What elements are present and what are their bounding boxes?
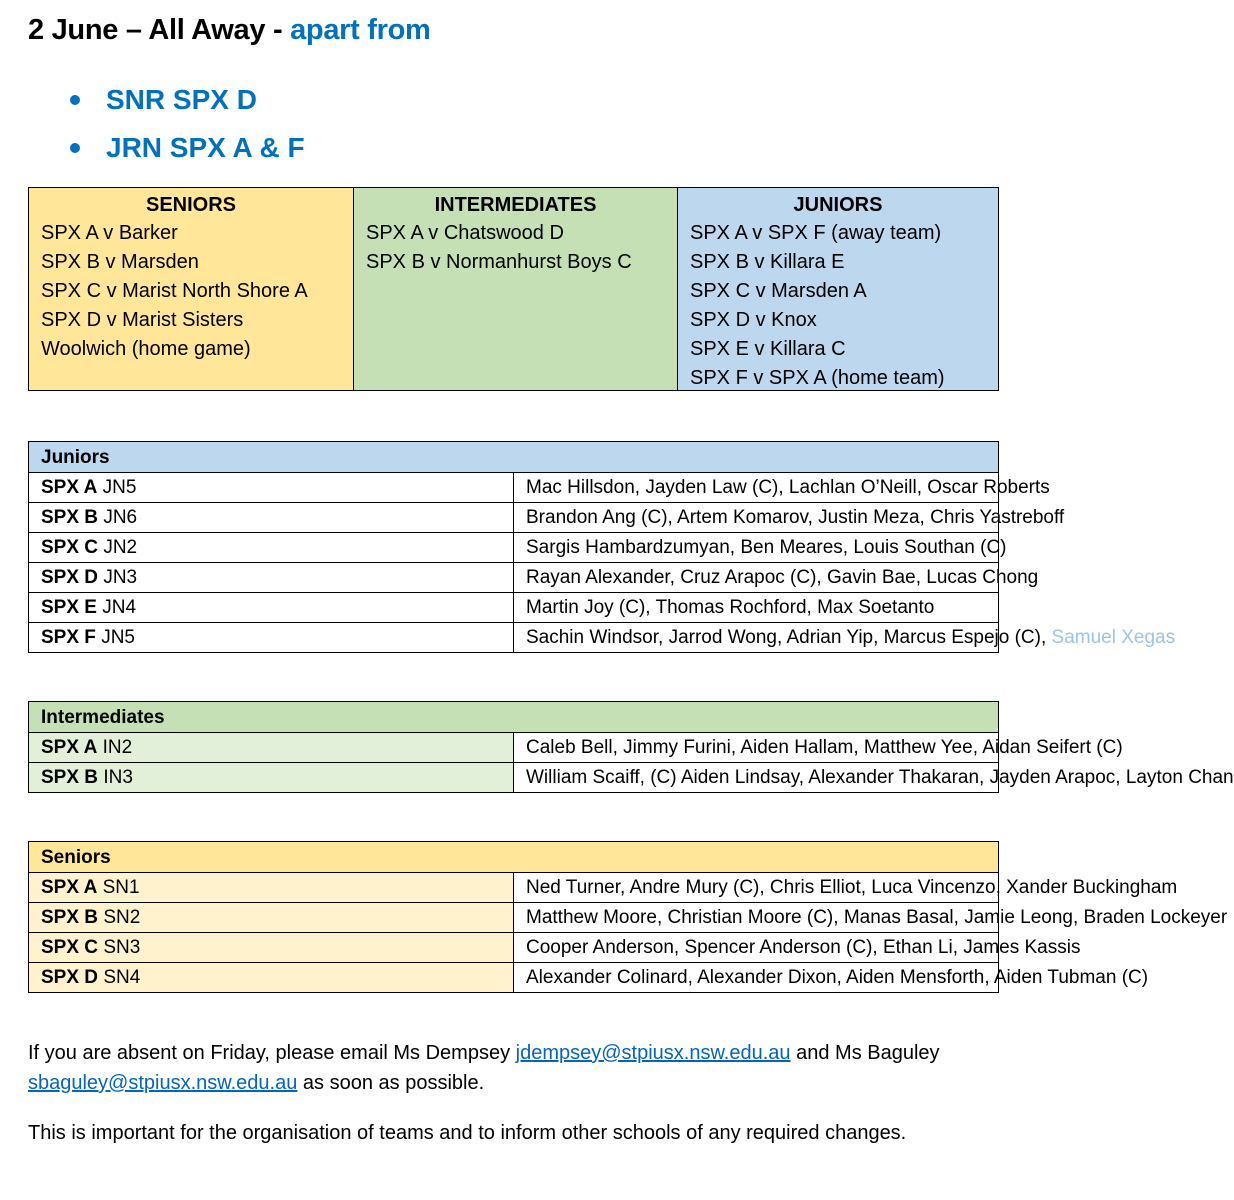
fixture-line: SPX B v Marsden xyxy=(41,251,199,273)
table-header-row xyxy=(29,442,999,473)
table-row xyxy=(29,533,999,563)
team-code: SPX C JN2 xyxy=(29,533,514,563)
table-row xyxy=(29,623,999,653)
fixture-line: SPX C v Marsden A xyxy=(690,280,867,302)
team-players: Martin Joy (C), Thomas Rochford, Max Soetanto xyxy=(514,593,999,623)
table-row xyxy=(29,963,999,993)
title-accent: apart from xyxy=(290,14,431,46)
team-players: Matthew Moore, Christian Moore (C), Manas Basal, Jamie Leong, Braden Lockeyer xyxy=(514,903,999,933)
table-row xyxy=(29,903,999,933)
absence-notice: If you are absent on Friday, please email Ms Dempsey jdempsey@stpiusx.nsw.edu.au and Ms Baguley sbaguley@stpiusx.nsw.edu.au as soon as possible. xyxy=(28,1042,940,1094)
email-link-baguley[interactable]: sbaguley@stpiusx.nsw.edu.au xyxy=(28,1072,298,1094)
fixture-line: SPX B v Killara E xyxy=(690,251,845,273)
team-players: Sachin Windsor, Jarrod Wong, Adrian Yip, Marcus Espejo (C), Samuel Xegas xyxy=(514,623,999,653)
team-code: SPX E JN4 xyxy=(29,593,514,623)
table-row xyxy=(29,563,999,593)
fixture-line: SPX B v Normanhurst Boys C xyxy=(366,251,632,273)
team-code: SPX A JN5 xyxy=(29,473,514,503)
seniors-table-title: Seniors xyxy=(29,842,999,873)
fixtures-seniors-column xyxy=(29,188,353,390)
table-row xyxy=(29,473,999,503)
team-code: SPX F JN5 xyxy=(29,623,514,653)
fixture-line: SPX E v Killara C xyxy=(690,338,846,360)
exception-item: SNR SPX D xyxy=(70,80,305,128)
table-row xyxy=(29,763,999,793)
fixture-line: SPX C v Marist North Shore A xyxy=(41,280,308,302)
team-code: SPX A SN1 xyxy=(29,873,514,903)
intermediates-team-table xyxy=(28,701,1234,793)
title-date: 2 June – All Away - xyxy=(28,14,291,46)
team-players: Mac Hillsdon, Jayden Law (C), Lachlan O’Neill, Oscar Roberts xyxy=(514,473,999,503)
team-code: SPX B JN6 xyxy=(29,503,514,533)
team-players: Sargis Hambardzumyan, Ben Meares, Louis Southan (C) xyxy=(514,533,999,563)
bullet-icon xyxy=(70,95,80,105)
email-link-dempsey[interactable]: jdempsey@stpiusx.nsw.edu.au xyxy=(515,1042,791,1064)
table-row xyxy=(29,933,999,963)
fixture-line: SPX A v Chatswood D xyxy=(366,222,564,244)
team-code: SPX D JN3 xyxy=(29,563,514,593)
seniors-team-table xyxy=(28,841,1228,993)
team-code: SPX B IN3 xyxy=(29,763,514,793)
fixtures-intermediates-heading: INTERMEDIATES xyxy=(434,194,597,216)
table-row xyxy=(29,873,999,903)
team-players: Rayan Alexander, Cruz Arapoc (C), Gavin Bae, Lucas Chong xyxy=(514,563,999,593)
page-title xyxy=(28,14,431,47)
table-row xyxy=(29,733,999,763)
table-header-row xyxy=(29,842,999,873)
team-code: SPX A IN2 xyxy=(29,733,514,763)
team-players: Caleb Bell, Jimmy Furini, Aiden Hallam, Matthew Yee, Aidan Seifert (C) xyxy=(514,733,999,763)
exception-list xyxy=(70,80,305,176)
juniors-team-table xyxy=(28,441,1176,653)
intermediates-table-title: Intermediates xyxy=(29,702,999,733)
fixture-line: SPX F v SPX A (home team) xyxy=(690,367,945,389)
fixtures-seniors-heading: SENIORS xyxy=(145,194,237,216)
team-code: SPX C SN3 xyxy=(29,933,514,963)
team-players: Alexander Colinard, Alexander Dixon, Aiden Mensforth, Aiden Tubman (C) xyxy=(514,963,999,993)
team-players: Cooper Anderson, Spencer Anderson (C), Ethan Li, James Kassis xyxy=(514,933,999,963)
fixtures-juniors-heading: JUNIORS xyxy=(793,194,883,216)
fixture-line: SPX A v Barker xyxy=(41,222,178,244)
fixtures-intermediates-column xyxy=(353,188,677,390)
bullet-icon xyxy=(70,143,80,153)
fixture-line: Woolwich (home game) xyxy=(41,338,251,360)
team-code: SPX D SN4 xyxy=(29,963,514,993)
juniors-table-title: Juniors xyxy=(29,442,999,473)
fixture-line: SPX D v Knox xyxy=(690,309,817,331)
exception-item: JRN SPX A & F xyxy=(70,128,305,176)
absent-player: Samuel Xegas xyxy=(1051,626,1176,648)
team-code: SPX B SN2 xyxy=(29,903,514,933)
table-header-row xyxy=(29,702,999,733)
table-row xyxy=(29,503,999,533)
fixture-line: SPX D v Marist Sisters xyxy=(41,309,244,331)
fixtures-juniors-column xyxy=(677,188,998,390)
fixtures-table xyxy=(28,187,999,391)
importance-notice: This is important for the organisation of teams and to inform other schools of any required changes. xyxy=(28,1122,907,1144)
team-players: Ned Turner, Andre Mury (C), Chris Elliot, Luca Vincenzo, Xander Buckingham xyxy=(514,873,999,903)
fixture-line: SPX A v SPX F (away team) xyxy=(690,222,942,244)
table-row xyxy=(29,593,999,623)
team-players: Brandon Ang (C), Artem Komarov, Justin Meza, Chris Yastreboff xyxy=(514,503,999,533)
team-players: William Scaiff, (C) Aiden Lindsay, Alexander Thakaran, Jayden Arapoc, Layton Chan xyxy=(514,763,999,793)
